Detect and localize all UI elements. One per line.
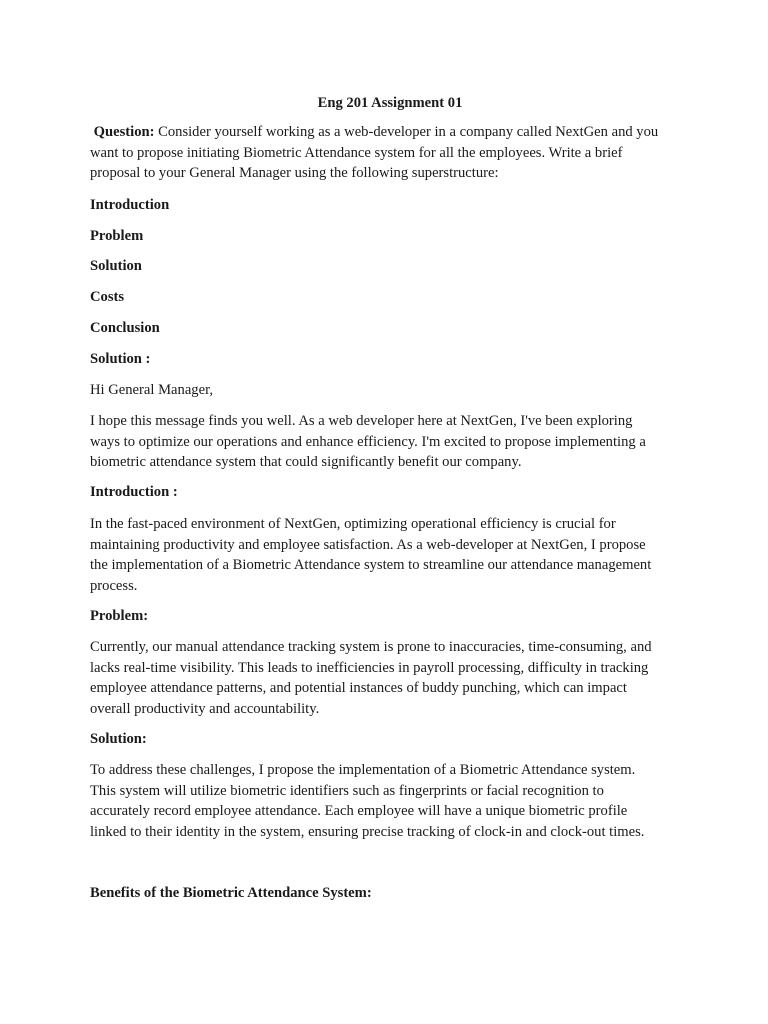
solution-line: To address these challenges, I propose the implementation of a Biometric Attendance system. (90, 762, 636, 778)
introduction-line: maintaining productivity and employee satisfaction. As a web-developer at NextGen, I propose (90, 536, 646, 553)
solution-paragraph (90, 760, 690, 842)
superstructure-item-introduction: Introduction (90, 197, 170, 213)
question-text-1: Consider yourself working as a web-developer in a company called NextGen and you (154, 124, 659, 140)
opening-line: I hope this message finds you well. As a web developer here at NextGen, I've been exploring (90, 413, 633, 429)
question-paragraph (90, 122, 690, 184)
question-label: Question: (93, 124, 155, 140)
opening-line: biometric attendance system that could significantly benefit our company. (90, 454, 522, 471)
superstructure-item-costs: Costs (90, 289, 125, 305)
superstructure-item-problem: Problem (90, 228, 144, 244)
problem-heading: Problem: (90, 608, 149, 624)
solution-heading: Solution : (90, 351, 151, 367)
solution-line: This system will utilize biometric identifiers such as fingerprints or facial recognition to (90, 782, 604, 799)
question-text-3: proposal to your General Manager using the following superstructure: (90, 165, 499, 182)
question-line-1 (90, 122, 690, 143)
introduction-line: In the fast-paced environment of NextGen, optimizing operational efficiency is crucial for (90, 516, 616, 532)
problem-line: overall productivity and accountability. (90, 700, 320, 717)
page-title: Eng 201 Assignment 01 (317, 95, 463, 111)
problem-line: Currently, our manual attendance tracking system is prone to inaccuracies, time-consuming, and (90, 639, 652, 655)
solution-line: accurately record employee attendance. Each employee will have a unique biometric profile (90, 803, 628, 820)
introduction-heading: Introduction : (90, 484, 178, 500)
question-text-2: want to propose initiating Biometric Attendance system for all the employees. Write a brief (90, 144, 623, 161)
superstructure-item-solution: Solution (90, 258, 142, 274)
problem-line: lacks real-time visibility. This leads to inefficiencies in payroll processing, difficulty in tracking (90, 659, 649, 676)
introduction-paragraph (90, 514, 690, 596)
opening-paragraph (90, 411, 690, 473)
introduction-line: the implementation of a Biometric Attendance system to streamline our attendance management (90, 557, 652, 574)
problem-paragraph (90, 637, 690, 719)
solution-section-heading: Solution: (90, 731, 147, 747)
opening-line: ways to optimize our operations and enhance efficiency. I'm excited to propose implementing a (90, 433, 646, 450)
benefits-heading: Benefits of the Biometric Attendance System: (90, 885, 372, 901)
superstructure-item-conclusion: Conclusion (90, 320, 160, 336)
greeting: Hi General Manager, (90, 382, 213, 398)
solution-line: linked to their identity in the system, ensuring precise tracking of clock-in and clock-out times. (90, 823, 645, 840)
problem-line: employee attendance patterns, and potential instances of buddy punching, which can impact (90, 680, 627, 697)
introduction-line: process. (90, 577, 138, 594)
